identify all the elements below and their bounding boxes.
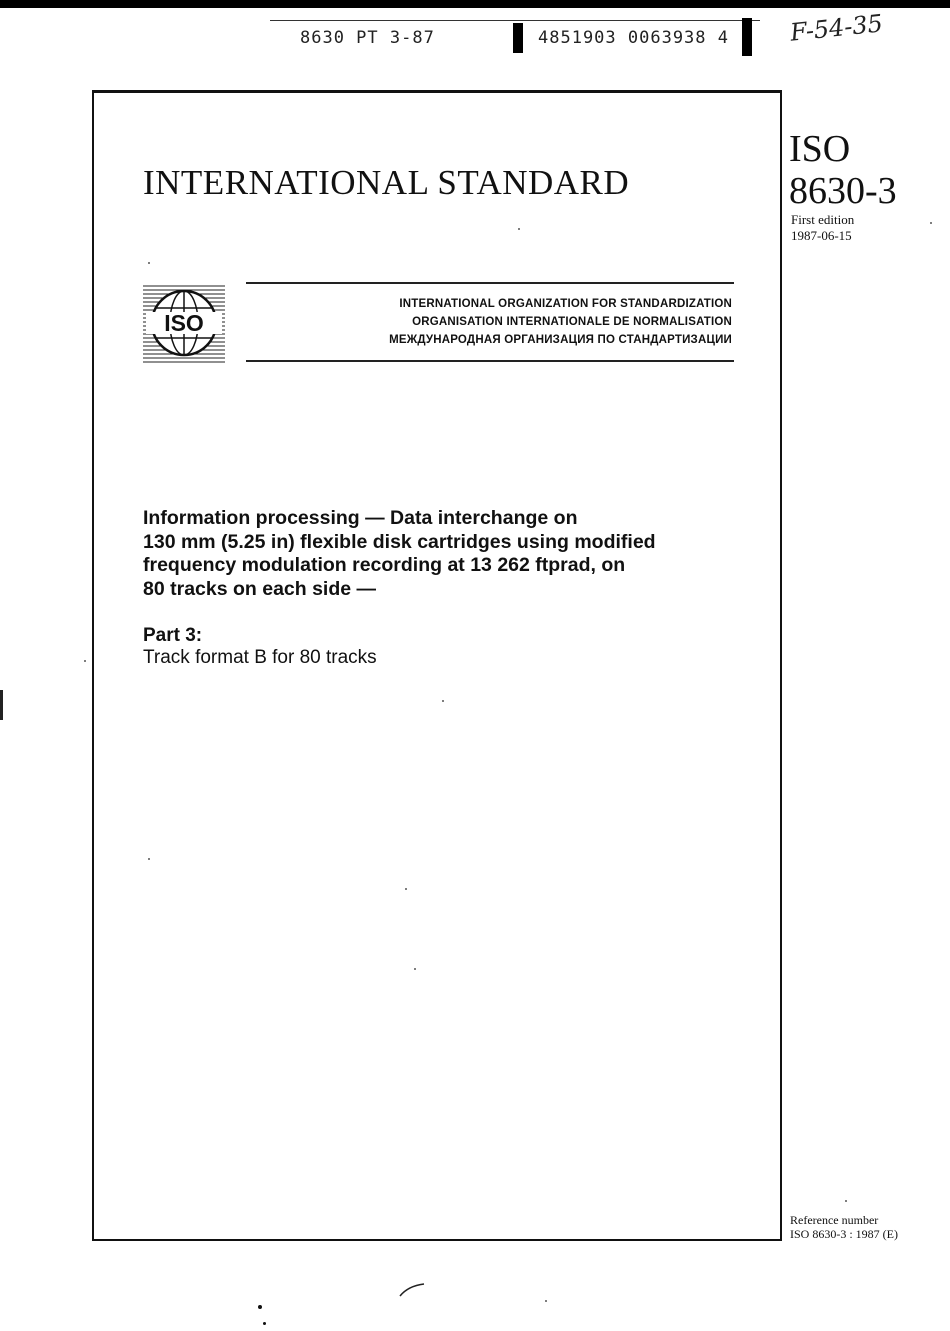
rule-bottom bbox=[246, 360, 734, 362]
scan-speck bbox=[263, 1322, 266, 1325]
reference-label: Reference number bbox=[790, 1213, 879, 1227]
scan-speck bbox=[930, 222, 932, 224]
logo-text: ISO bbox=[164, 310, 204, 336]
org-name-ru: МЕЖДУНАРОДНАЯ ОРГАНИЗАЦИЯ ПО СТАНДАРТИЗАЦИИ bbox=[389, 334, 732, 346]
edition: First edition bbox=[791, 212, 855, 227]
page-title: INTERNATIONAL STANDARD bbox=[143, 163, 630, 202]
reference-number: ISO 8630-3 : 1987 (E) bbox=[790, 1227, 898, 1241]
rule-top bbox=[246, 282, 734, 284]
scan-stroke-mark bbox=[398, 1282, 426, 1298]
part-label: Part 3: bbox=[143, 625, 203, 646]
scan-speck bbox=[845, 1200, 847, 1202]
part-title: Track format B for 80 tracks bbox=[143, 647, 377, 668]
stamp-underline bbox=[270, 20, 760, 21]
scan-speck bbox=[258, 1305, 262, 1309]
scan-speck bbox=[442, 700, 444, 702]
org-name-fr: ORGANISATION INTERNATIONALE DE NORMALISATION bbox=[412, 316, 732, 328]
scan-speck bbox=[518, 228, 520, 230]
handwritten-note: F-54-35 bbox=[788, 9, 885, 47]
title-line-1: Information processing — Data interchange on bbox=[143, 507, 578, 529]
stamp-code-left: 8630 PT 3-87 bbox=[300, 28, 435, 48]
scan-speck bbox=[84, 660, 86, 662]
standard-number: 8630-3 bbox=[789, 170, 897, 212]
iso-globe-logo bbox=[143, 282, 225, 364]
scan-speck bbox=[405, 888, 407, 890]
scan-speck bbox=[545, 1300, 547, 1302]
document-title bbox=[143, 507, 743, 601]
title-line-2: 130 mm (5.25 in) flexible disk cartridges using modified bbox=[143, 530, 656, 553]
iso-label: ISO bbox=[789, 128, 851, 170]
org-name-en: INTERNATIONAL ORGANIZATION FOR STANDARDIZATION bbox=[399, 298, 732, 310]
scan-top-edge bbox=[0, 0, 950, 8]
scan-edge-mark bbox=[0, 690, 3, 720]
scan-speck bbox=[414, 968, 416, 970]
scan-speck bbox=[148, 262, 150, 264]
title-line-4: 80 tracks on each side — bbox=[143, 577, 377, 600]
stamp-code-right: 4851903 0063938 4 bbox=[538, 28, 729, 48]
title-line-3: frequency modulation recording at 13 262 ftprad, on bbox=[143, 554, 626, 576]
stamp-bar-right bbox=[742, 18, 752, 56]
stamp-bar-left bbox=[513, 23, 523, 53]
edition-date: 1987-06-15 bbox=[791, 228, 852, 243]
scan-speck bbox=[148, 858, 150, 860]
